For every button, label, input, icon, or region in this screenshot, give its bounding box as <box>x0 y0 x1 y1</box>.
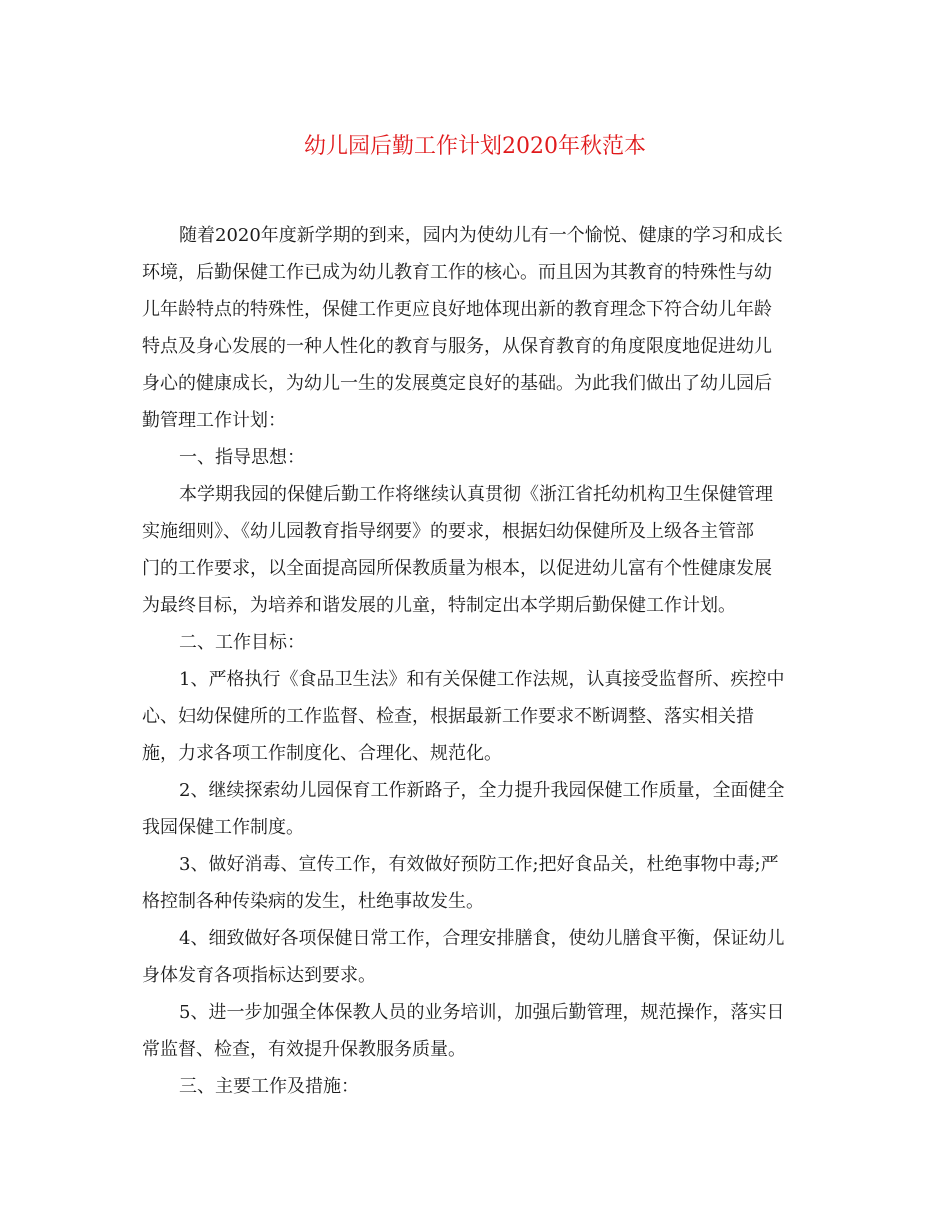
paragraph-line: 身心的健康成长，为幼儿一生的发展奠定良好的基础。为此我们做出了幼儿园后 <box>142 373 772 394</box>
list-item-line: 2、继续探索幼儿园保育工作新路子，全力提升我园保健工作质量，全面健全 <box>179 780 785 801</box>
paragraph-line: 为最终目标，为培养和谐发展的儿童，特制定出本学期后勤保健工作计划。 <box>142 595 736 616</box>
list-item-line: 3、做好消毒、宣传工作，有效做好预防工作;把好食品关，杜绝事物中毒;严 <box>179 854 779 875</box>
paragraph-line: 儿年龄特点的特殊性，保健工作更应良好地体现出新的教育理念下符合幼儿年龄 <box>142 299 772 320</box>
list-item-line: 身体发育各项指标达到要求。 <box>142 965 376 986</box>
list-item-line: 施，力求各项工作制度化、合理化、规范化。 <box>142 743 502 764</box>
list-item-line: 4、细致做好各项保健日常工作，合理安排膳食，使幼儿膳食平衡，保证幼儿 <box>179 928 785 949</box>
list-item-line: 1、严格执行《食品卫生法》和有关保健工作法规，认真接受监督所、疾控中 <box>179 669 785 690</box>
paragraph-line: 本学期我园的保健后勤工作将继续认真贯彻《浙江省托幼机构卫生保健管理 <box>179 484 773 505</box>
paragraph-line: 随着2020年度新学期的到来，园内为使幼儿有一个愉悦、健康的学习和成长 <box>179 225 783 246</box>
paragraph-line: 环境，后勤保健工作已成为幼儿教育工作的核心。而且因为其教育的特殊性与幼 <box>142 262 772 283</box>
paragraph-line: 特点及身心发展的一种人性化的教育与服务，从保育教育的角度限度地促进幼儿 <box>142 336 772 357</box>
list-item-line: 常监督、检查，有效提升保教服务质量。 <box>142 1039 466 1060</box>
paragraph-line: 勤管理工作计划： <box>142 410 286 431</box>
list-item-line: 5、进一步加强全体保教人员的业务培训，加强后勤管理，规范操作，落实日 <box>179 1002 785 1023</box>
list-item-line: 心、妇幼保健所的工作监督、检查，根据最新工作要求不断调整、落实相关措 <box>142 706 754 727</box>
section-heading: 二、工作目标： <box>179 632 305 653</box>
paragraph-line: 实施细则》、《幼儿园教育指导纲要》的要求，根据妇幼保健所及上级各主管部 <box>142 521 754 542</box>
list-item-line: 我园保健工作制度。 <box>142 817 304 838</box>
document-title: 幼儿园后勤工作计划2020年秋范本 <box>304 134 646 159</box>
document-body <box>142 217 808 1105</box>
section-heading: 一、指导思想： <box>179 447 305 468</box>
list-item-line: 格控制各种传染病的发生，杜绝事故发生。 <box>142 891 484 912</box>
section-heading: 三、主要工作及措施： <box>179 1076 359 1097</box>
paragraph-line: 门的工作要求，以全面提高园所保教质量为根本，以促进幼儿富有个性健康发展 <box>142 558 772 579</box>
